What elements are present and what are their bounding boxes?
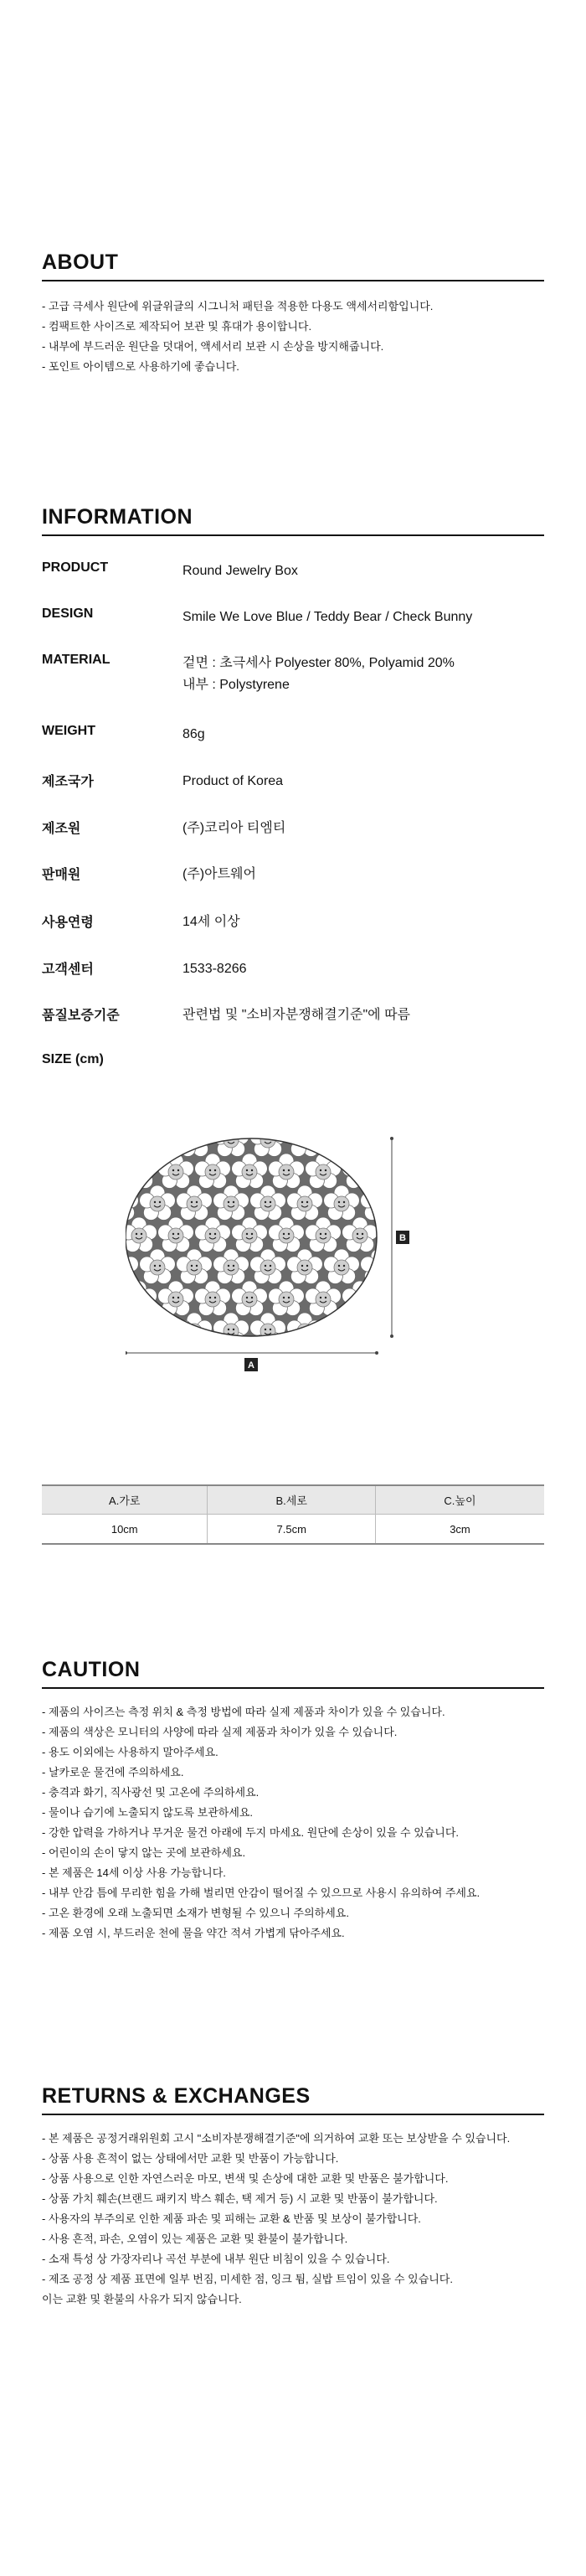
table-header-cell: A.가로 [42, 1485, 208, 1515]
info-value-secondary: 내부 : Polystyrene [182, 678, 290, 692]
info-value: 14세 이상 [182, 915, 240, 929]
about-divider [42, 280, 544, 281]
table-row [42, 1515, 544, 1545]
list-item: - 포인트 아이템으로 사용하기에 좋습니다. [42, 360, 239, 373]
info-value: (주)코리아 티엠티 [182, 821, 286, 835]
list-item: - 본 제품은 14세 이상 사용 가능합니다. [42, 1866, 226, 1879]
info-value: Product of Korea [182, 774, 284, 788]
info-label: 고객센터 [42, 963, 94, 977]
flower-pattern-icon [361, 1313, 397, 1348]
table-header-row [42, 1485, 544, 1515]
info-value: 1533-8266 [182, 962, 247, 976]
returns-list [42, 2129, 544, 2310]
list-item: - 고온 환경에 오래 노출되면 소재가 변형될 수 있으니 주의하세요. [42, 1907, 349, 1919]
info-label: 제조원 [42, 822, 81, 836]
list-item: - 제품 오염 시, 부드러운 천에 물을 약간 적셔 가볍게 닦아주세요. [42, 1927, 345, 1939]
information-title: INFORMATION [42, 505, 193, 529]
list-item: - 날카로운 물건에 주의하세요. [42, 1766, 184, 1778]
list-item: - 본 제품은 공정거래위원회 고시 "소비자분쟁해결기준"에 의거하여 교환 또는 보상받을 수 있습니다. [42, 2132, 511, 2145]
info-value: (주)아트웨어 [182, 867, 256, 881]
caution-section [42, 1657, 544, 1944]
info-label: 판매원 [42, 868, 81, 882]
info-value: Smile We Love Blue / Teddy Bear / Check Bunny [182, 610, 473, 624]
flower-pattern-icon [140, 1137, 176, 1157]
list-item: - 용도 이외에는 사용하지 말아주세요. [42, 1746, 218, 1758]
list-item: - 어린이의 손이 닿지 않는 곳에 보관하세요. [42, 1846, 246, 1859]
list-item: - 상품 사용 흔적이 없는 상태에서만 교환 및 반품이 가능합니다. [42, 2152, 339, 2165]
information-divider [42, 534, 544, 536]
list-item: - 내부에 부드러운 원단을 덧대어, 액세서리 보관 시 손상을 방지해줍니다. [42, 340, 384, 353]
list-item: - 강한 압력을 가하거나 무거운 물건 아래에 두지 마세요. 원단에 손상이 있을 수 있습니다. [42, 1826, 460, 1839]
info-value: 겉면 : 초극세사 Polyester 80%, Polyamid 20% [182, 656, 455, 670]
flower-pattern-icon [126, 1137, 138, 1157]
info-value: 관련법 및 "소비자분쟁해결기준"에 따름 [182, 1008, 410, 1022]
flower-pattern-icon [126, 1313, 138, 1348]
list-item: - 상품 가치 훼손(브랜드 패키지 박스 훼손, 택 제거 등) 시 교환 및 반품이 불가합니다. [42, 2192, 438, 2205]
info-label: MATERIAL [42, 653, 111, 667]
list-item: - 충격과 화기, 직사광선 및 고온에 주의하세요. [42, 1786, 260, 1799]
list-item: - 물이나 습기에 노출되지 않도록 보관하세요. [42, 1806, 254, 1819]
flower-pattern-icon [342, 1154, 378, 1189]
list-item: - 내부 안감 틈에 무리한 힘을 가해 벌리면 안감이 떨어질 수 있으므로 사용시 유의하여 주세요. [42, 1887, 481, 1899]
flower-pattern-icon [177, 1137, 213, 1157]
table-cell: 3cm [375, 1515, 544, 1545]
size-table [42, 1484, 544, 1545]
info-label: 제조국가 [42, 775, 94, 789]
list-item: - 제품의 색상은 모니터의 사양에 따라 실제 제품과 차이가 있을 수 있습니다. [42, 1726, 398, 1738]
flower-pattern-icon [379, 1281, 415, 1316]
table-header-cell: C.높이 [375, 1485, 544, 1515]
list-item: - 사용자의 부주의로 인한 제품 파손 및 피해는 교환 & 반품 및 보상이 불가합니다. [42, 2212, 421, 2225]
flower-pattern-icon [324, 1313, 360, 1348]
list-item: - 컴팩트한 사이즈로 제작되어 보관 및 휴대가 용이합니다. [42, 320, 312, 333]
list-item: - 사용 흔적, 파손, 오염이 있는 제품은 교환 및 환불이 불가합니다. [42, 2233, 348, 2245]
jewelry-box-pattern [126, 1137, 414, 1348]
about-section [42, 250, 544, 377]
list-item: 이는 교환 및 환불의 사유가 되지 않습니다. [42, 2293, 242, 2305]
flower-pattern-icon [379, 1154, 415, 1189]
table-cell: 7.5cm [208, 1515, 375, 1545]
table-header-cell: B.세로 [208, 1485, 375, 1515]
list-item: - 상품 사용으로 인한 자연스러운 마모, 변색 및 손상에 대한 교환 및 반품은 불가합니다. [42, 2172, 449, 2185]
dimension-b-label: B [399, 1233, 406, 1243]
info-value: Round Jewelry Box [182, 564, 298, 578]
about-title: ABOUT [42, 250, 119, 274]
returns-title: RETURNS & EXCHANGES [42, 2084, 311, 2108]
size-label: SIZE (cm) [42, 1052, 104, 1066]
caution-title: CAUTION [42, 1658, 141, 1681]
caution-divider [42, 1687, 544, 1689]
about-list [42, 297, 544, 377]
table-cell: 10cm [42, 1515, 208, 1545]
info-label: 품질보증기준 [42, 1009, 120, 1023]
flower-pattern-icon [126, 1154, 157, 1189]
list-item: - 소재 특성 상 가장자리나 곡선 부분에 내부 원단 비침이 있을 수 있습니다. [42, 2253, 390, 2265]
info-label: WEIGHT [42, 724, 95, 738]
info-label: PRODUCT [42, 560, 109, 575]
returns-section [42, 2083, 544, 2310]
information-section [42, 504, 544, 1543]
flower-pattern-icon [361, 1185, 397, 1221]
list-item: - 제품의 사이즈는 측정 위치 & 측정 방법에 따라 실제 제품과 차이가 있을 수 있습니다. [42, 1706, 445, 1718]
flower-pattern-icon [324, 1137, 360, 1157]
list-item: - 제조 공정 상 제품 표면에 일부 번짐, 미세한 점, 잉크 튐, 실밥 트임이 있을 수 있습니다. [42, 2273, 453, 2285]
caution-list [42, 1702, 544, 1944]
info-label: DESIGN [42, 607, 94, 621]
returns-divider [42, 2114, 544, 2115]
list-item: - 고급 극세사 원단에 위글위글의 시그니처 패턴을 적용한 다용도 액세서리함입니다. [42, 300, 434, 312]
flower-pattern-icon [140, 1313, 176, 1348]
info-value: 86g [182, 727, 205, 741]
dimension-a-label: A [248, 1360, 254, 1371]
product-illustration [126, 1137, 494, 1430]
info-label: 사용연령 [42, 916, 94, 930]
